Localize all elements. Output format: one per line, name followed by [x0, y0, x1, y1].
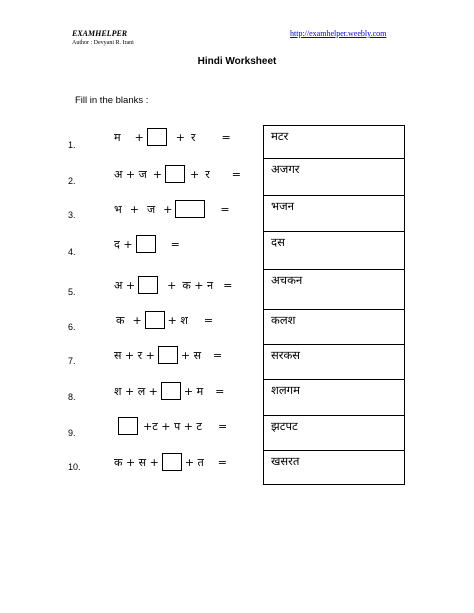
answer-word: झटपट: [271, 419, 298, 433]
blank-box[interactable]: [175, 200, 205, 218]
answer-word: भजन: [271, 199, 294, 213]
plus-sign: +: [175, 130, 186, 144]
equation-row: [114, 274, 259, 296]
blank-box[interactable]: [138, 276, 158, 294]
answer-cell: [264, 126, 404, 159]
website-link[interactable]: http://examhelper.weebly.com: [290, 29, 387, 38]
equals-sign: =: [203, 313, 214, 327]
answer-word: कलश: [271, 313, 296, 327]
blank-box[interactable]: [158, 346, 178, 364]
syllable: र: [191, 130, 196, 144]
answer-word: अजगर: [271, 162, 300, 176]
syllable: श + ल +: [114, 384, 158, 398]
syllable: म: [114, 130, 121, 144]
question-number: 5.: [68, 287, 76, 297]
plus-sign: +: [190, 167, 200, 181]
syllable: र: [205, 167, 210, 181]
answer-cell: [264, 196, 404, 232]
plus-sign: +: [132, 313, 142, 327]
answer-cell: [264, 270, 404, 310]
question-number: 1.: [68, 140, 76, 150]
instruction-text: Fill in the blanks :: [75, 95, 149, 106]
answer-cell: [264, 345, 404, 380]
question-number: 8.: [68, 392, 76, 402]
syllable: क + स +: [114, 455, 159, 469]
worksheet-title: Hindi Worksheet: [197, 56, 277, 67]
syllable: + श: [167, 313, 188, 327]
equation-row: [114, 198, 259, 220]
plus-sign: +: [134, 130, 144, 144]
plus-sign: +: [129, 202, 139, 216]
syllable: स + र +: [114, 348, 155, 362]
answer-word: दस: [271, 235, 285, 249]
answer-cell: [264, 310, 404, 345]
answer-word: खसरत: [271, 454, 300, 468]
answer-cell: [264, 451, 404, 484]
syllable: क: [116, 313, 125, 327]
blank-box[interactable]: [162, 453, 182, 471]
equals-sign: =: [231, 167, 241, 181]
equation-row: [114, 380, 259, 402]
syllable: +ट + प + ट: [143, 419, 202, 433]
question-number: 9.: [68, 428, 76, 438]
answer-cell: [264, 416, 404, 451]
answer-word: मटर: [271, 129, 289, 143]
equals-sign: =: [221, 130, 231, 144]
syllable: क + न: [182, 278, 214, 292]
equals-sign: =: [170, 237, 180, 251]
equals-sign: =: [215, 384, 225, 398]
equation-row: [114, 163, 259, 185]
question-number: 6.: [68, 322, 76, 332]
answer-cell: [264, 232, 404, 270]
brand-name: EXAMHELPER: [72, 29, 128, 38]
blank-box[interactable]: [161, 382, 181, 400]
answer-table: [263, 125, 405, 485]
equals-sign: =: [217, 455, 228, 469]
blank-box[interactable]: [145, 311, 165, 329]
answer-cell: [264, 380, 404, 416]
syllable: + स: [180, 348, 202, 362]
question-number: 7.: [68, 356, 76, 366]
equation-row: [114, 451, 259, 473]
syllable: अ + ज: [114, 167, 147, 181]
syllable: ज: [146, 202, 156, 216]
author-line: Author : Devyani R. Irani: [72, 40, 134, 46]
answer-word: सरकस: [271, 348, 301, 362]
question-number: 3.: [68, 210, 76, 220]
equation-row: [114, 126, 259, 148]
blank-box[interactable]: [147, 128, 167, 146]
answer-word: शलगम: [271, 383, 300, 397]
equation-row: [114, 233, 259, 255]
plus-sign: +: [152, 167, 162, 181]
equals-sign: =: [217, 419, 228, 433]
answer-word: अचकन: [271, 273, 303, 287]
plus-sign: +: [163, 202, 173, 216]
equals-sign: =: [213, 348, 223, 362]
equals-sign: =: [220, 202, 230, 216]
plus-sign: +: [167, 278, 177, 292]
equation-row: [114, 415, 259, 437]
question-number: 2.: [68, 176, 76, 186]
syllable: + त: [184, 455, 204, 469]
question-number: 4.: [68, 247, 76, 257]
syllable: अ +: [114, 278, 136, 292]
answer-cell: [264, 159, 404, 196]
question-number: 10.: [68, 462, 81, 472]
equation-row: [114, 344, 259, 366]
blank-box[interactable]: [118, 417, 138, 435]
blank-box[interactable]: [136, 235, 156, 253]
equals-sign: =: [223, 278, 233, 292]
syllable: + म: [183, 384, 204, 398]
syllable: द +: [114, 237, 133, 251]
blank-box[interactable]: [165, 165, 185, 183]
syllable: भ: [114, 202, 122, 216]
equation-row: [114, 309, 259, 331]
